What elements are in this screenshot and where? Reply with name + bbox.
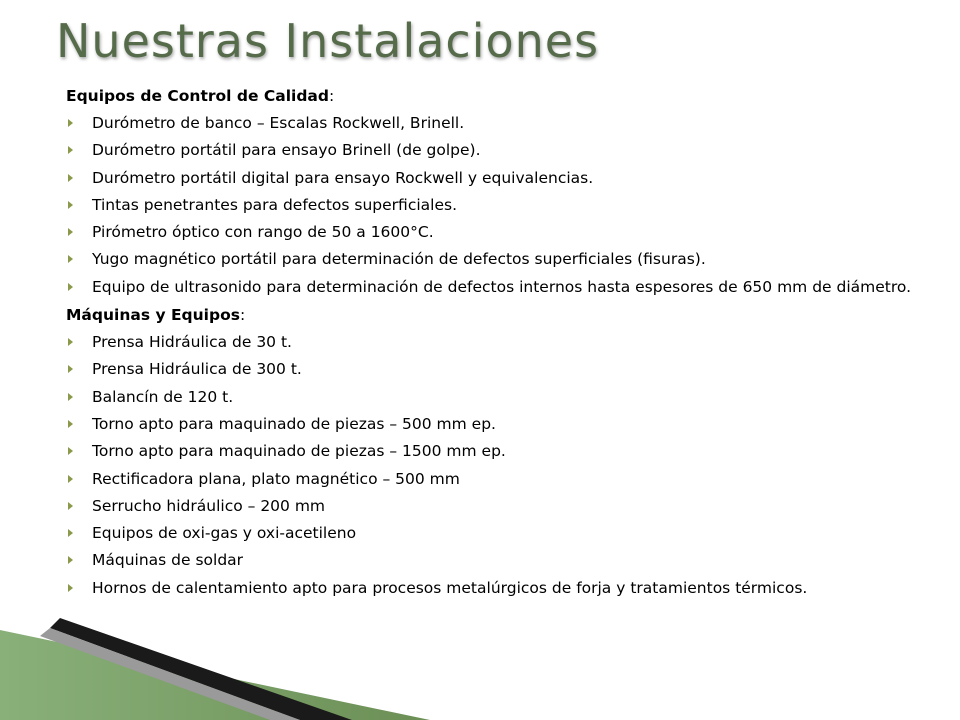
page-title: Nuestras Instalaciones — [56, 14, 600, 68]
list-item — [66, 114, 946, 132]
list-item-text: Durómetro portátil digital para ensayo Rockwell y equivalencias. — [92, 168, 594, 187]
list-item-text: Torno apto para maquinado de piezas – 500 mm ep. — [92, 414, 496, 433]
list-item — [66, 333, 946, 351]
list-item-text: Prensa Hidráulica de 30 t. — [92, 333, 292, 352]
list-item-text: Máquinas de soldar — [92, 551, 244, 570]
list-item-text: Serrucho hidráulico – 200 mm — [92, 496, 326, 515]
list-item — [66, 415, 946, 433]
bullet-arrow-icon — [68, 201, 73, 209]
list-item — [66, 470, 946, 488]
list-item — [66, 579, 946, 597]
list-item-text: Prensa Hidráulica de 300 t. — [92, 360, 302, 379]
bullet-arrow-icon — [68, 283, 73, 291]
gray-swoosh — [40, 628, 300, 720]
bullet-arrow-icon — [68, 393, 73, 401]
bullet-arrow-icon — [68, 146, 73, 154]
list-item-text: Hornos de calentamiento apto para procesos metalúrgicos de forja y tratamientos térmicos. — [92, 578, 808, 597]
bullet-arrow-icon — [68, 475, 73, 483]
list-item-text: Pirómetro óptico con rango de 50 a 1600°C. — [92, 223, 434, 242]
list-item-text: Balancín de 120 t. — [92, 387, 234, 406]
list-item-text: Tintas penetrantes para defectos superficiales. — [92, 195, 457, 214]
section-heading-label: Equipos de Control de Calidad — [66, 87, 329, 105]
bullet-arrow-icon — [68, 584, 73, 592]
section-heading-machines — [66, 305, 946, 325]
list-item — [66, 388, 946, 406]
list-item — [66, 223, 946, 241]
list-item — [66, 524, 946, 542]
list-item — [66, 360, 946, 378]
list-item — [66, 169, 946, 187]
bullet-arrow-icon — [68, 255, 73, 263]
bullet-arrow-icon — [68, 174, 73, 182]
green-wedge — [0, 630, 430, 720]
section-heading-label: Máquinas y Equipos — [66, 306, 240, 325]
list-item — [66, 551, 946, 569]
heading-colon: : — [329, 87, 335, 105]
quality-equipment-list — [66, 114, 946, 296]
list-item — [66, 278, 946, 296]
list-item — [66, 442, 946, 460]
dark-swoosh — [50, 618, 352, 720]
bullet-arrow-icon — [68, 502, 73, 510]
list-item-text: Rectificadora plana, plato magnético – 500 mm — [92, 469, 460, 488]
list-item — [66, 196, 946, 214]
list-item-text: Durómetro de banco – Escalas Rockwell, Brinell. — [92, 114, 465, 132]
bullet-arrow-icon — [68, 556, 73, 564]
list-item-text: Equipo de ultrasonido para determinación de defectos internos hasta espesores de 650 mm de diámetro. — [92, 277, 912, 296]
bullet-arrow-icon — [68, 529, 73, 537]
list-item-text: Equipos de oxi-gas y oxi-acetileno — [92, 524, 357, 543]
machines-equipment-list — [66, 333, 946, 597]
section-heading-quality — [66, 86, 946, 106]
bullet-arrow-icon — [68, 119, 73, 127]
list-item-text: Yugo magnético portátil para determinación de defectos superficiales (fisuras). — [92, 250, 706, 269]
heading-colon: : — [239, 306, 246, 325]
list-item — [66, 250, 946, 268]
bullet-arrow-icon — [68, 365, 73, 373]
bullet-arrow-icon — [68, 338, 73, 346]
list-item-text: Torno apto para maquinado de piezas – 1500 mm ep. — [92, 442, 506, 461]
list-item-text: Durómetro portátil para ensayo Brinell (de golpe). — [92, 141, 481, 160]
list-item — [66, 497, 946, 515]
content-body — [66, 86, 946, 606]
bullet-arrow-icon — [68, 420, 73, 428]
bullet-arrow-icon — [68, 447, 73, 455]
list-item — [66, 141, 946, 159]
bullet-arrow-icon — [68, 228, 73, 236]
